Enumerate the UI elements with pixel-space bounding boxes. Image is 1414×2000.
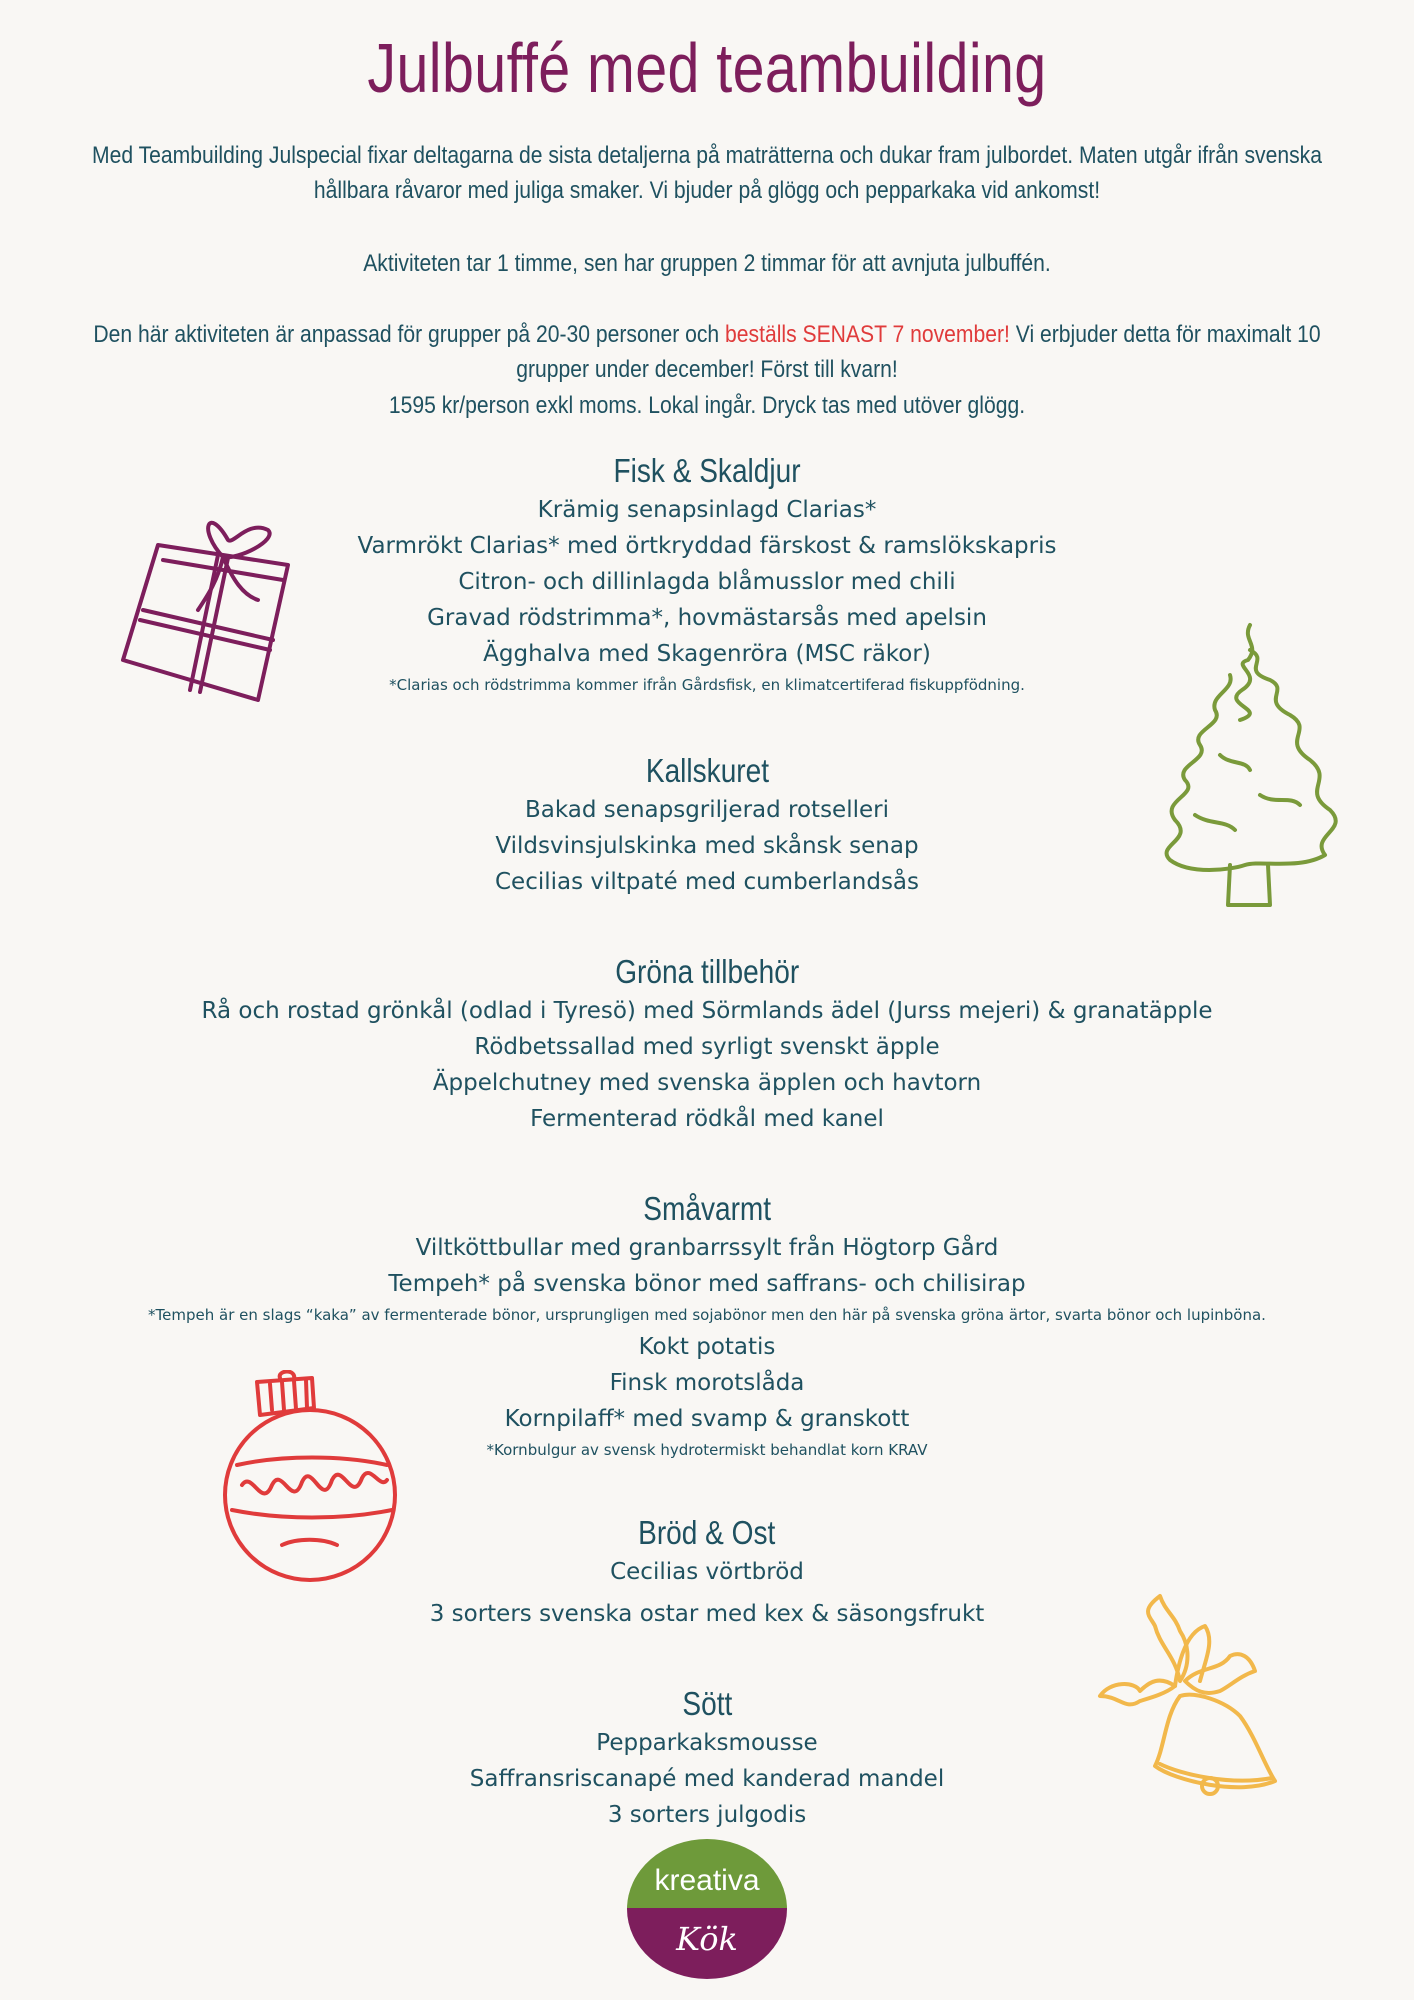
price-text: 1595 kr/person exkl moms. Lokal ingår. Dryck tas med utöver glögg. — [388, 392, 1026, 419]
intro-text-3-start: Den här aktiviteten är anpassad för grupper på 20-30 personer och — [93, 321, 726, 348]
section-heading: Sött — [682, 1685, 732, 1722]
menu-item: Citron- och dillinlagda blåmusslor med chili — [458, 569, 956, 595]
intro-text-2: Aktiviteten tar 1 timme, sen har gruppen 2 timmar för att avnjuta julbuffén. — [363, 250, 1051, 277]
menu-item: Viltköttbullar med granbarrssylt från Högtorp Gård — [415, 1235, 999, 1261]
menu-item: Pepparkaksmousse — [596, 1730, 818, 1756]
deadline-highlight: beställs SENAST 7 november! — [725, 321, 1010, 348]
menu-item: 3 sorters julgodis — [607, 1802, 807, 1828]
logo-text-top: kreativa — [654, 1864, 760, 1897]
kreativa-kok-logo — [626, 1838, 788, 1980]
intro-paragraph-4 — [60, 388, 1354, 423]
section-heading: Småvarmt — [643, 1190, 771, 1227]
christmas-tree-icon — [1150, 620, 1350, 910]
menu-item: Tempeh* på svenska bönor med saffrans- och chilisirap — [388, 1271, 1026, 1297]
menu-item: Varmrökt Clarias* med örtkryddad färskost & ramslökskapris — [357, 533, 1057, 559]
menu-item: Cecilias viltpaté med cumberlandsås — [494, 869, 920, 895]
menu-item: Saffransriscanapé med kanderad mandel — [469, 1766, 945, 1792]
footnote: *Tempeh är en slags “kaka” av fermenterade bönor, ursprungligen med sojabönor men den här på svenska gröna ärtor, svarta bönor och lupinböna. — [148, 1306, 1266, 1324]
intro-text-3 — [60, 317, 1354, 387]
footnote: *Kornbulgur av svensk hydrotermiskt behandlat korn KRAV — [486, 1441, 928, 1459]
bell-icon — [1080, 1586, 1310, 1811]
section-smavarmt — [0, 1188, 1414, 1464]
menu-item: Ägghalva med Skagenröra (MSC räkor) — [483, 641, 931, 667]
menu-item: Rödbetssallad med syrligt svenskt äpple — [474, 1034, 940, 1060]
menu-item: Finsk morotslåda — [609, 1370, 805, 1396]
ornament-icon — [222, 1370, 412, 1595]
menu-item: Vildsvinsjulskinka med skånsk senap — [495, 833, 919, 859]
menu-item: Gravad rödstrimma*, hovmästarsås med apelsin — [427, 605, 987, 631]
section-heading: Gröna tillbehör — [614, 953, 799, 990]
menu-item: Bakad senapsgriljerad rotselleri — [525, 797, 889, 823]
footnote: *Clarias och rödstrimma kommer ifrån Gårdsfisk, en klimatcertiferad fiskuppfödning. — [389, 676, 1025, 694]
intro-paragraph-1 — [60, 138, 1354, 208]
menu-item: Kokt potatis — [638, 1334, 776, 1360]
intro-paragraph-3 — [60, 317, 1354, 387]
section-heading: Bröd & Ost — [638, 1514, 776, 1551]
menu-item: Fermenterad rödkål med kanel — [530, 1106, 884, 1132]
menu-item: Äppelchutney med svenska äpplen och havtorn — [432, 1070, 982, 1096]
page-title: Julbuffé med teambuilding — [367, 29, 1047, 107]
section-heading: Fisk & Skaldjur — [613, 452, 801, 489]
intro-text-1: Med Teambuilding Julspecial fixar deltagarna de sista detaljerna på maträtterna och dukar fram julbordet. Maten utgår ifrån svenska hållbara råvaror med juliga smaker. Vi bjuder på glögg och pepparkaka vid ankomst! — [92, 142, 1322, 204]
menu-item: Kornpilaff* med svamp & granskott — [504, 1406, 910, 1432]
section-grona-tillbehor — [0, 951, 1414, 1137]
intro-paragraph-2 — [60, 246, 1354, 281]
menu-item: Cecilias vörtbröd — [610, 1559, 804, 1585]
intro-text-3-end: Vi erbjuder detta för maximalt 10 grupper under december! Först till kvarn! — [516, 321, 1321, 383]
menu-item: Rå och rostad grönkål (odlad i Tyresö) med Sörmlands ädel (Jurss mejeri) & granatäpple — [201, 998, 1213, 1024]
menu-item: 3 sorters svenska ostar med kex & säsongsfrukt — [429, 1601, 985, 1627]
section-heading: Kallskuret — [645, 752, 769, 789]
menu-item: Krämig senapsinlagd Clarias* — [537, 497, 877, 523]
gift-icon — [118, 500, 298, 710]
logo-text-bottom: Kök — [676, 1920, 738, 1958]
